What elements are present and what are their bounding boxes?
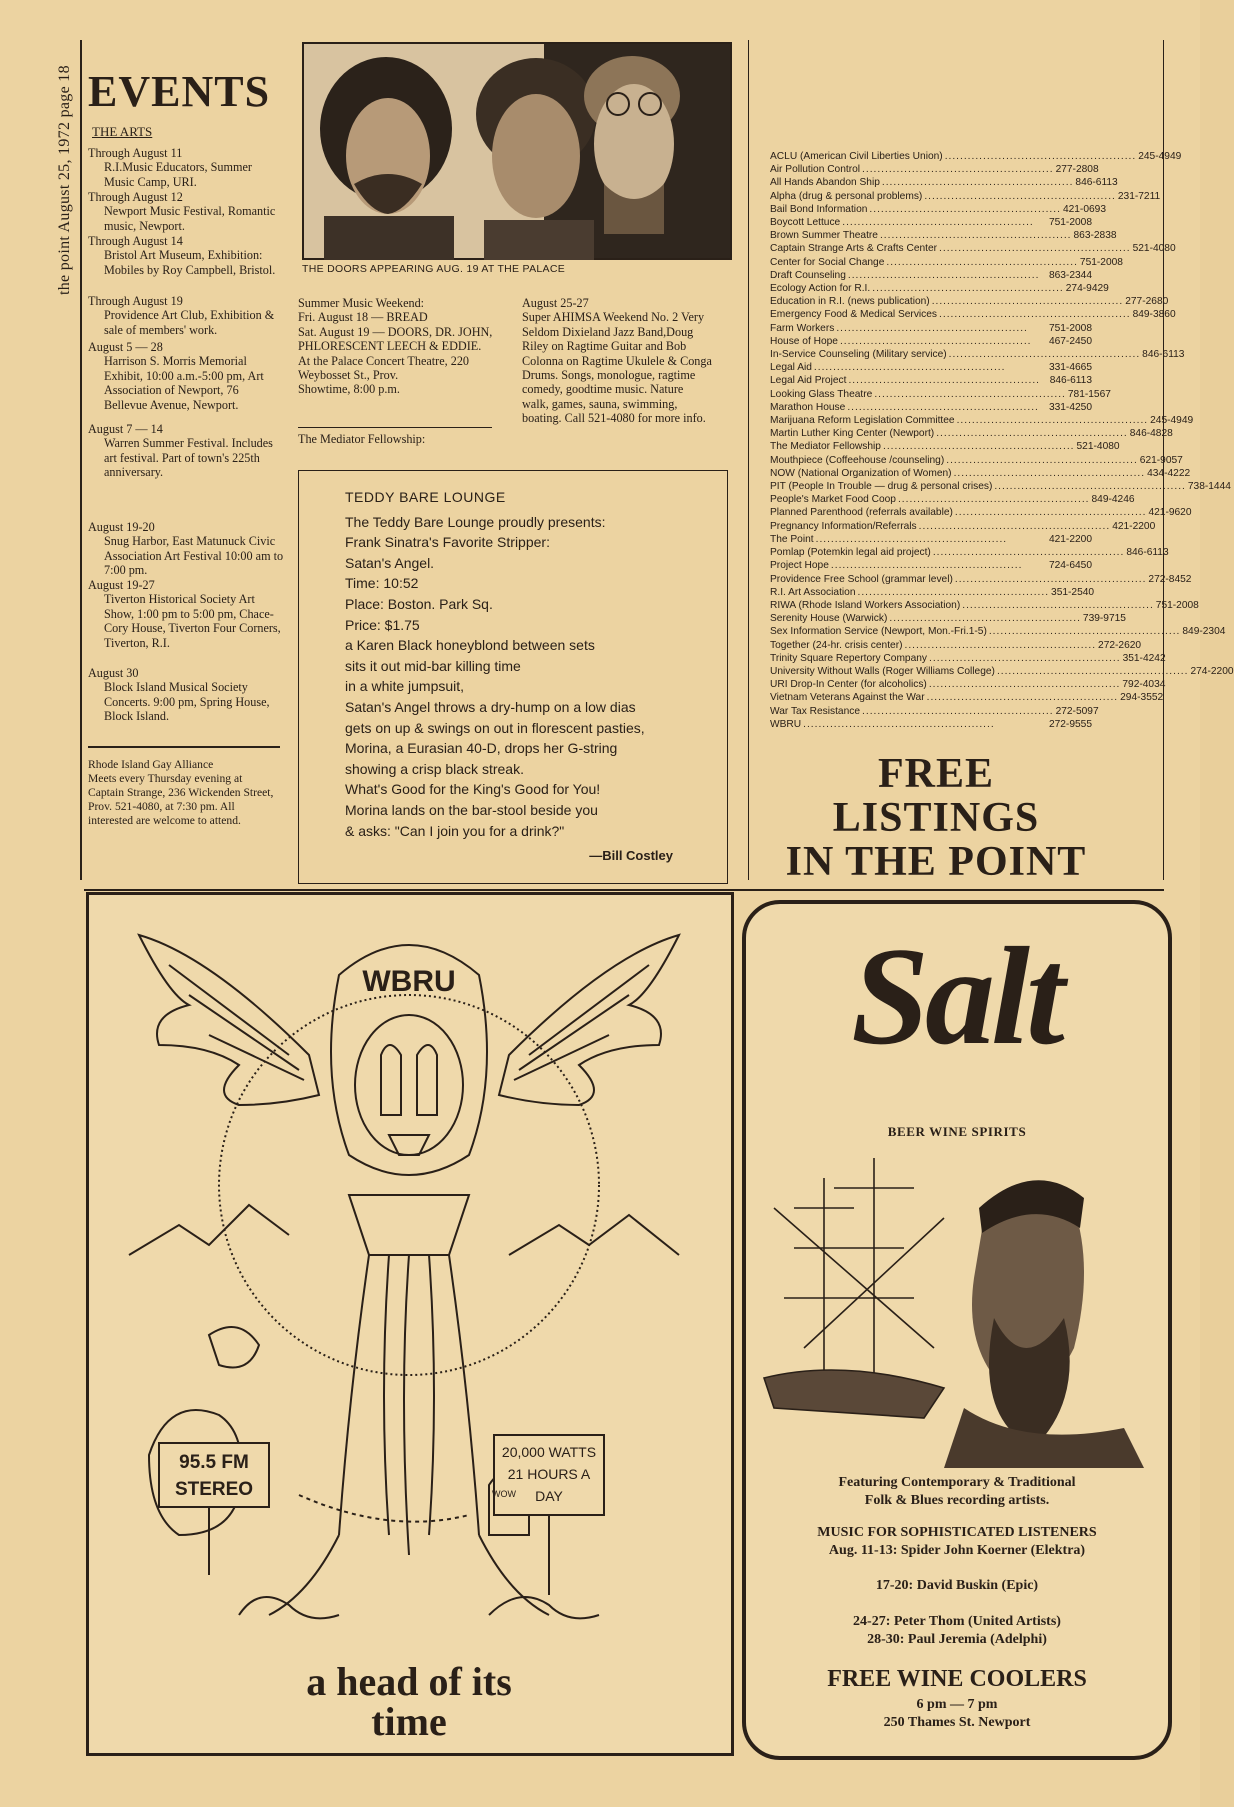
directory-row — [770, 454, 1183, 467]
directory-row — [770, 625, 1226, 638]
wbru-tagline: a head of its — [306, 1659, 512, 1704]
leader-dots: .................................................. — [886, 256, 1078, 268]
poem-line: a Karen Black honeyblond between sets — [345, 637, 595, 654]
directory-name: Marijuana Reform Legislation Committee — [770, 415, 955, 427]
event-desc: Bristol Art Museum, Exhibition: Mobiles by Roy Campbell, Bristol. — [104, 248, 276, 277]
directory-row — [770, 546, 1169, 559]
directory-row — [770, 506, 1192, 519]
ship-and-sailor-illustration — [764, 1148, 1150, 1468]
directory-row — [770, 335, 1092, 348]
directory-phone: 274-2200 — [1190, 665, 1234, 677]
directory-phone: 421-2200 — [1112, 520, 1156, 532]
show-listing: Aug. 11-13: Spider John Koerner (Elektra) — [828, 1543, 1086, 1558]
directory-name: The Point — [770, 533, 814, 545]
leader-dots: .................................................. — [836, 322, 1028, 334]
fm-sign-line: 95.5 FM — [179, 1452, 249, 1473]
directory-row — [770, 493, 1135, 506]
leader-dots: .................................................. — [839, 335, 1032, 347]
masthead-text: the point August 25, 1972 page 18 — [56, 65, 73, 295]
band-photo-illustration — [304, 44, 730, 258]
events-title: EVENTS — [88, 67, 271, 116]
directory-row — [770, 678, 1166, 691]
leader-dots: .................................................. — [962, 599, 1154, 611]
directory-phone: 277-2808 — [1055, 164, 1099, 176]
directory-row — [770, 216, 1092, 229]
poem-line: Place: Boston. Park Sq. — [345, 595, 493, 612]
directory-name: PIT (People In Trouble — drug & personal crises) — [770, 481, 993, 493]
fm-sign-line: STEREO — [174, 1479, 254, 1500]
directory-row — [770, 665, 1234, 678]
directory-name: All Hands Abandon Ship — [770, 177, 880, 189]
column-rule-left — [80, 40, 82, 880]
event-desc: Block Island Musical Society Concerts. 9:00 pm, Spring House, Block Island. — [104, 680, 270, 724]
event-item — [88, 520, 284, 578]
directory-phone: 294-3552 — [1120, 692, 1164, 704]
show-listing: 17-20: David Buskin (Epic) — [875, 1578, 1039, 1593]
event-desc: Tiverton Historical Society Art Show, 1:00 pm to 5:00 pm, Chace-Cory House, Tiverton Four Corners, Tiverton, R.I. — [104, 592, 281, 650]
directory-name: Project Hope — [770, 560, 829, 572]
salt-ad — [742, 900, 1172, 1760]
teddy-bare-poem-box — [298, 470, 728, 884]
directory-phone: 521-4080 — [1132, 243, 1176, 255]
directory-phone: 421-0693 — [1062, 203, 1106, 215]
leader-dots: .................................................. — [815, 533, 1008, 545]
mediator-label: The Mediator Fellowship: — [298, 432, 426, 446]
leader-dots: .................................................. — [862, 164, 1054, 176]
directory-row — [770, 612, 1126, 625]
leader-dots: .................................................. — [848, 375, 1040, 387]
poem-line: & asks: "Can I join you for a drink?" — [345, 822, 565, 839]
leader-dots: .................................................. — [996, 665, 1189, 677]
directory-name: In-Service Counseling (Military service) — [770, 349, 947, 361]
directory-phone: 245-4949 — [1138, 151, 1182, 162]
music-heading: MUSIC FOR SOPHISTICATED LISTENERS — [817, 1525, 1097, 1540]
directory-name: Planned Parenthood (referrals available) — [770, 507, 953, 519]
directory-row — [770, 573, 1192, 586]
directory-phone: 331-4250 — [1048, 401, 1092, 413]
event-item — [88, 294, 284, 337]
event-item — [88, 578, 284, 650]
poem-line: Time: 10:52 — [345, 575, 419, 592]
poem-line: Frank Sinatra's Favorite Stripper: — [345, 534, 550, 551]
directory-phone: 751-2008 — [1048, 217, 1092, 229]
poem-line: Satan's Angel. — [345, 554, 435, 571]
directory-phone: 421-9620 — [1148, 507, 1192, 519]
leader-dots: .................................................. — [936, 428, 1128, 440]
directory-phone: 245-4949 — [1150, 415, 1194, 427]
leader-dots: .................................................. — [857, 586, 1050, 598]
leader-dots: .................................................. — [813, 362, 1006, 374]
directory-name: Air Pollution Control — [770, 164, 861, 176]
directory-row — [770, 599, 1199, 612]
event-date: August 5 — 28 — [88, 340, 163, 354]
directory-row — [770, 520, 1156, 533]
directory-name: URI Drop-In Center (for alcoholics) — [770, 679, 927, 691]
event-desc: Snug Harbor, East Matunuck Civic Association Art Festival 10:00 am to 7:00 pm. — [104, 534, 284, 578]
leader-dots: .................................................. — [862, 705, 1054, 717]
directory-row — [770, 242, 1176, 255]
directory-name: Pomlap (Potemkin legal aid project) — [770, 547, 931, 559]
directory-phone: 231-7211 — [1117, 190, 1161, 202]
horizontal-divider — [84, 889, 1164, 891]
directory-phone: 751-2008 — [1079, 256, 1123, 268]
leader-dots: .................................................. — [874, 388, 1066, 400]
free-listings-banner — [766, 752, 1106, 884]
directory-phone: 521-4080 — [1076, 441, 1120, 453]
directory-name: Looking Glass Theatre — [770, 388, 873, 400]
ahimsa-date: August 25-27 — [522, 296, 589, 310]
directory-phone: 846-6113 — [1075, 177, 1118, 189]
event-desc: R.I.Music Educators, Summer Music Camp, URI. — [104, 160, 252, 189]
directory-name: Marathon House — [770, 401, 846, 413]
directory-row — [770, 308, 1176, 321]
directory-name: University Without Walls (Roger Williams College) — [770, 665, 995, 677]
event-date: August 30 — [88, 666, 139, 680]
event-date: Through August 11 — [88, 146, 183, 160]
phone-directory — [770, 150, 1234, 731]
event-desc: Providence Art Club, Exhibition & sale of members' work. — [104, 308, 275, 337]
leader-dots: .................................................. — [944, 151, 1137, 162]
directory-name: Sex Information Service (Newport, Mon.-Fri.1-5) — [770, 626, 987, 638]
leader-dots: .................................................. — [918, 520, 1111, 532]
directory-phone: 792-4034 — [1122, 679, 1166, 691]
directory-phone: 724-6450 — [1048, 560, 1092, 572]
leader-dots: .................................................. — [948, 349, 1141, 361]
directory-row — [770, 163, 1099, 176]
leader-dots: .................................................. — [889, 613, 1081, 625]
directory-row — [770, 533, 1092, 546]
directory-row — [770, 203, 1106, 216]
leader-dots: .................................................. — [924, 190, 1116, 202]
directory-row — [770, 269, 1092, 282]
leader-dots: .................................................. — [897, 494, 1090, 506]
poem-line: Price: $1.75 — [345, 616, 420, 633]
leader-dots: .................................................. — [881, 177, 1074, 189]
event-date: August 19-27 — [88, 578, 155, 592]
summer-divider — [298, 427, 492, 428]
directory-row — [770, 718, 1092, 731]
event-date: Through August 12 — [88, 190, 183, 204]
directory-phone: 849-4246 — [1091, 494, 1135, 506]
directory-row — [770, 559, 1092, 572]
directory-row — [770, 652, 1166, 665]
wbru-ad — [86, 892, 734, 1756]
watts-sign-line: 20,000 WATTS — [501, 1444, 597, 1460]
directory-row — [770, 282, 1109, 295]
poem-author: —Bill Costley — [589, 848, 673, 864]
directory-name: Captain Strange Arts & Crafts Center — [770, 243, 938, 255]
summer-line: At the Palace Concert Theatre, 220 Weybosset St., Prov. — [298, 353, 470, 383]
directory-phone: 863-2344 — [1048, 269, 1092, 281]
summer-weekend — [298, 296, 498, 397]
directory-name: Education in R.I. (news publication) — [770, 296, 930, 308]
poem-line: Morina, a Eurasian 40-D, drops her G-string — [345, 740, 618, 757]
directory-row — [770, 150, 1182, 163]
directory-row — [770, 322, 1092, 335]
leader-dots: .................................................. — [954, 573, 1147, 585]
directory-phone: 277-2680 — [1125, 296, 1169, 308]
directory-row — [770, 295, 1169, 308]
summer-line: Fri. August 18 — BREAD — [298, 310, 428, 325]
directory-phone: 467-2450 — [1048, 335, 1092, 347]
directory-row — [770, 705, 1099, 718]
leader-dots: .................................................. — [847, 401, 1039, 413]
event-item — [88, 422, 284, 480]
directory-row — [770, 691, 1164, 704]
directory-name: Together (24-hr. crisis center) — [770, 639, 903, 651]
directory-name: ACLU (American Civil Liberties Union) — [770, 151, 943, 162]
directory-phone: 351-2540 — [1051, 586, 1095, 598]
free-line: FREE — [877, 751, 994, 797]
directory-phone: 846-6113 — [1049, 375, 1092, 387]
poem-heading: TEDDY BARE LOUNGE — [345, 489, 506, 505]
leader-dots: .................................................. — [956, 415, 1149, 427]
directory-row — [770, 414, 1194, 427]
salt-address: 250 Thames St. Newport — [883, 1715, 1031, 1730]
poem-body — [345, 487, 715, 841]
poem-line: showing a crisp black streak. — [345, 760, 524, 777]
watts-sign-line: 21 HOURS A — [507, 1466, 591, 1482]
directory-row — [770, 388, 1111, 401]
directory-name: The Mediator Fellowship — [770, 441, 881, 453]
directory-phone: 781-1567 — [1067, 388, 1111, 400]
leader-dots: .................................................. — [929, 652, 1121, 664]
directory-name: Farm Workers — [770, 322, 835, 334]
directory-name: Trinity Square Repertory Company — [770, 652, 928, 664]
doors-photo — [302, 42, 732, 260]
free-line: LISTINGS — [832, 795, 1040, 841]
directory-name: Serenity House (Warwick) — [770, 613, 888, 625]
featuring-line: Folk & Blues recording artists. — [864, 1493, 1050, 1508]
directory-phone: 274-9429 — [1065, 283, 1109, 295]
leader-dots: .................................................. — [953, 467, 1146, 479]
leader-dots: .................................................. — [994, 481, 1186, 493]
directory-name: People's Market Food Coop — [770, 494, 896, 506]
directory-phone: 863-2838 — [1073, 230, 1117, 242]
directory-row — [770, 401, 1092, 414]
leader-dots: .................................................. — [931, 296, 1124, 308]
directory-phone: 421-2200 — [1048, 533, 1092, 545]
leader-dots: .................................................. — [939, 309, 1131, 321]
directory-phone: 272-5097 — [1055, 705, 1099, 717]
leader-dots: .................................................. — [842, 217, 1034, 229]
event-desc: Newport Music Festival, Romantic music, Newport. — [104, 204, 276, 233]
event-date: August 19-20 — [88, 520, 155, 534]
poem-line: sits it out mid-bar killing time — [345, 657, 521, 674]
featuring-line: Featuring Contemporary & Traditional — [838, 1475, 1076, 1490]
leader-dots: .................................................. — [954, 507, 1147, 519]
wbru-illustration — [89, 895, 731, 1753]
leader-dots: .................................................. — [932, 547, 1125, 559]
directory-name: Martin Luther King Center (Newport) — [770, 428, 935, 440]
directory-name: Legal Aid — [770, 362, 812, 374]
event-desc: Warren Summer Festival. Includes art festival. Part of town's 225th anniversary. — [104, 436, 273, 480]
summer-title: Summer Music Weekend: — [298, 296, 425, 310]
gay-alliance-title: Rhode Island Gay Alliance — [88, 758, 214, 771]
directory-name: Providence Free School (grammar level) — [770, 573, 953, 585]
leader-dots: .................................................. — [939, 243, 1131, 255]
free-line: IN THE POINT — [785, 839, 1087, 885]
event-date: Through August 14 — [88, 234, 183, 248]
directory-name: Bail Bond Information — [770, 203, 868, 215]
directory-row — [770, 374, 1092, 387]
vertical-masthead — [20, 40, 73, 300]
event-item — [88, 146, 284, 189]
summer-line: Showtime, 8:00 p.m. — [298, 382, 400, 397]
directory-name: NOW (National Organization of Women) — [770, 467, 952, 479]
event-date: Through August 19 — [88, 294, 183, 308]
wow-sign: WOW — [492, 1489, 516, 1499]
directory-phone: 272-8452 — [1148, 573, 1192, 585]
leader-dots: .................................................. — [872, 283, 1064, 295]
poem-line: The Teddy Bare Lounge proudly presents: — [345, 513, 606, 530]
show-listing: 28-30: Paul Jeremia (Adelphi) — [867, 1632, 1047, 1647]
directory-name: Legal Aid Project — [770, 375, 847, 387]
directory-name: Vietnam Veterans Against the War — [770, 692, 925, 704]
directory-phone: 272-2620 — [1098, 639, 1142, 651]
wbru-tagline: time — [371, 1699, 447, 1744]
directory-name: Draft Counseling — [770, 269, 846, 281]
salt-logo: Salt — [851, 919, 1061, 1074]
directory-name: Brown Summer Theatre — [770, 230, 878, 242]
directory-row — [770, 586, 1095, 599]
directory-phone: 751-2008 — [1048, 322, 1092, 334]
poem-line: Satan's Angel throws a dry-hump on a low dias — [345, 698, 636, 715]
leader-dots: .................................................. — [869, 203, 1061, 215]
ahimsa-weekend — [522, 296, 712, 426]
directory-name: Mouthpiece (Coffeehouse /counseling) — [770, 454, 945, 466]
poem-line: Morina lands on the bar-stool beside you — [345, 801, 598, 818]
event-item — [88, 234, 284, 277]
watts-sign-line: DAY — [535, 1488, 563, 1504]
leader-dots: .................................................. — [946, 454, 1138, 466]
directory-phone: 751-2008 — [1155, 599, 1199, 611]
directory-name: Boycott Lettuce — [770, 217, 841, 229]
directory-name: RIWA (Rhode Island Workers Association) — [770, 599, 961, 611]
leader-dots: .................................................. — [926, 692, 1119, 704]
leader-dots: .................................................. — [904, 639, 1097, 651]
directory-phone: 849-3860 — [1132, 309, 1176, 321]
directory-row — [770, 480, 1231, 493]
leader-dots: .................................................. — [803, 718, 995, 730]
directory-phone: 434-4222 — [1147, 467, 1191, 479]
event-item — [88, 340, 284, 412]
directory-name: WBRU — [770, 718, 802, 730]
directory-row — [770, 639, 1142, 652]
directory-name: House of Hope — [770, 335, 838, 347]
directory-phone: 738-1444 — [1187, 481, 1231, 493]
directory-phone: 846-4828 — [1129, 428, 1173, 440]
directory-phone: 846-6113 — [1142, 349, 1185, 361]
directory-phone: 739-9715 — [1082, 613, 1126, 625]
left-divider — [88, 746, 280, 748]
event-item — [88, 190, 284, 233]
event-item — [88, 666, 284, 724]
salt-subtitle: BEER WINE SPIRITS — [887, 1124, 1027, 1139]
directory-name: Ecology Action for R.I. — [770, 283, 871, 295]
directory-row — [770, 427, 1173, 440]
directory-row — [770, 440, 1120, 453]
poem-line: in a white jumpsuit, — [345, 678, 465, 695]
directory-name: Alpha (drug & personal problems) — [770, 190, 923, 202]
gay-alliance-notice — [88, 758, 278, 828]
directory-phone: 331-4665 — [1048, 362, 1092, 374]
poem-line: What's Good for the King's Good for You! — [345, 781, 601, 798]
free-wine-coolers: FREE WINE COOLERS — [827, 1666, 1087, 1692]
leader-dots: .................................................. — [928, 679, 1121, 691]
directory-phone: 621-9057 — [1139, 454, 1183, 466]
directory-name: R.I. Art Association — [770, 586, 856, 598]
directory-row — [770, 229, 1117, 242]
directory-phone: 272-9555 — [1048, 718, 1092, 730]
column-rule-right — [748, 40, 749, 880]
directory-phone: 849-2304 — [1182, 626, 1226, 638]
section-heading: THE ARTS — [92, 124, 153, 139]
ahimsa-body: Super AHIMSA Weekend No. 2 Very Seldom Dixieland Jazz Band,Doug Riley on Ragtime Guitar and Bob Colonna on Ragtime Ukulele & Conga Drums. Songs, monologue, ragtime comedy, goodtime music. Nature walk, games, sauna, swimming, boating. Call 521-4080 for more info. — [522, 310, 712, 426]
salt-time: 6 pm — 7 pm — [916, 1697, 998, 1712]
gay-alliance-body: Meets every Thursday evening at Captain Strange, 236 Wickenden Street, Prov. 521-4080, at 7:30 pm. All interested are welcome to attend. — [88, 772, 274, 827]
leader-dots: .................................................. — [988, 626, 1181, 638]
directory-phone: 351-4242 — [1122, 652, 1166, 664]
directory-row — [770, 348, 1185, 361]
directory-name: War Tax Resistance — [770, 705, 861, 717]
leader-dots: .................................................. — [847, 269, 1040, 281]
directory-row — [770, 467, 1191, 480]
show-listing: 24-27: Peter Thom (United Artists) — [853, 1614, 1061, 1629]
summer-line: Sat. August 19 — DOORS, DR. JOHN, PHLORESCENT LEECH & EDDIE. — [298, 324, 493, 354]
leader-dots: .................................................. — [882, 441, 1075, 453]
directory-row — [770, 361, 1092, 374]
photo-caption: THE DOORS APPEARING AUG. 19 AT THE PALACE — [302, 263, 566, 275]
directory-name: Emergency Food & Medical Services — [770, 309, 938, 321]
directory-row — [770, 190, 1161, 203]
directory-name: Center for Social Change — [770, 256, 885, 268]
directory-row — [770, 176, 1118, 189]
directory-name: Pregnancy Information/Referrals — [770, 520, 917, 532]
salt-featuring — [746, 1474, 1168, 1510]
directory-row — [770, 256, 1123, 269]
directory-phone: 846-6113 — [1126, 547, 1169, 559]
event-desc: Harrison S. Morris Memorial Exhibit, 10:00 a.m.-5:00 pm, Art Association of Newport, 76 Bellevue Avenue, Newport. — [104, 354, 264, 412]
poem-line: gets on up & swings on out in florescent pasties, — [345, 719, 645, 736]
leader-dots: .................................................. — [830, 560, 1023, 572]
leader-dots: .................................................. — [879, 230, 1072, 242]
wbru-logo: WBRU — [362, 965, 456, 998]
event-date: August 7 — 14 — [88, 422, 163, 436]
